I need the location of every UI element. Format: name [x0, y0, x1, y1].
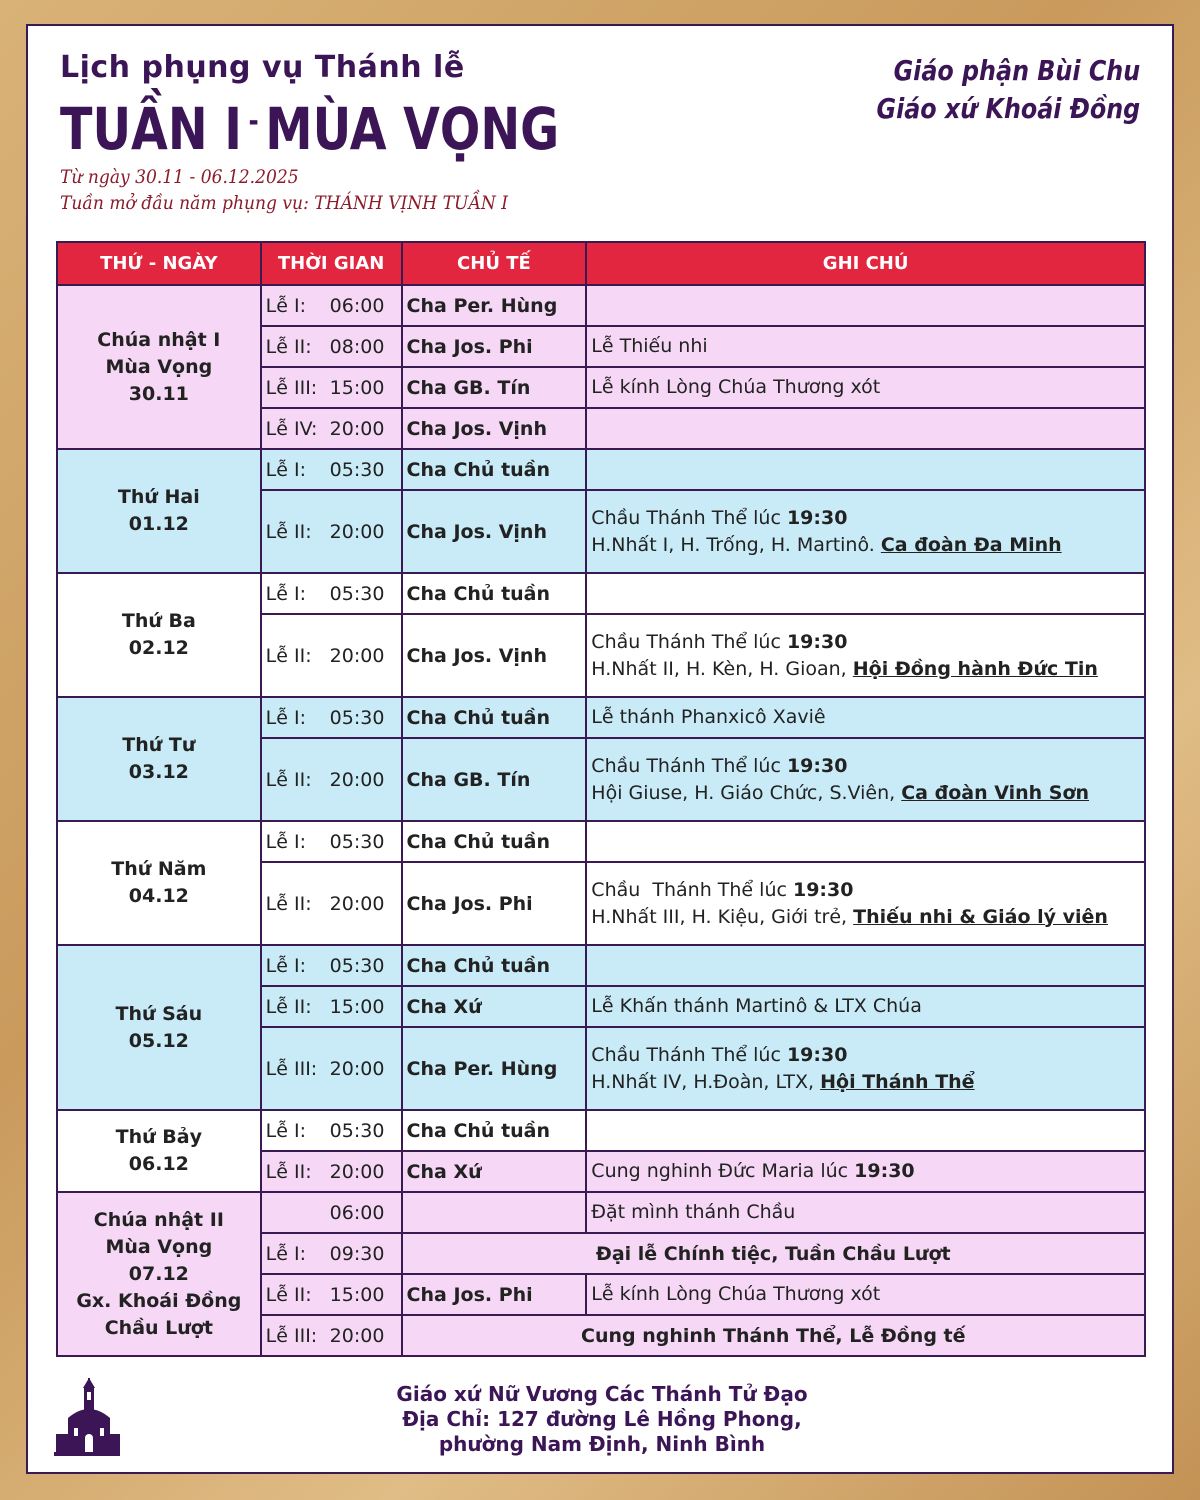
note-cell — [586, 1027, 1145, 1110]
note-cell — [586, 945, 1145, 986]
table-row — [57, 573, 1145, 614]
note-time: 19:30 — [792, 878, 854, 901]
table-row — [57, 697, 1145, 738]
header-day: THỨ - NGÀY — [57, 242, 261, 285]
day-line: Thứ Hai — [117, 486, 200, 508]
note-cell: Lễ thánh Phanxicô Xaviê — [586, 697, 1145, 738]
mass-time: 20:00 — [329, 1324, 385, 1347]
header-note: GHI CHÚ — [586, 242, 1145, 285]
day-line: 01.12 — [128, 513, 189, 535]
celebrant-cell: Cha Per. Hùng — [402, 285, 587, 326]
time-cell — [261, 285, 402, 326]
day-cell — [57, 945, 261, 1110]
day-line: Mùa Vọng — [105, 1235, 213, 1258]
time-cell — [261, 367, 402, 408]
mass-time: 05:30 — [329, 706, 385, 729]
celebrant-cell — [402, 1192, 587, 1233]
note-line-1 — [591, 877, 1140, 904]
mass-label: Lễ II: — [265, 520, 312, 543]
day-line: Chúa nhật I — [97, 328, 221, 351]
note-groups: Hội Giuse, H. Giáo Chức, S.Viên, — [591, 781, 902, 804]
time-cell — [261, 1110, 402, 1151]
table-row — [57, 285, 1145, 326]
note-time: 19:30 — [786, 754, 848, 777]
note-time: 19:30 — [786, 630, 848, 653]
mass-time: 20:00 — [329, 1160, 385, 1183]
note-text: Cung nghinh Đức Maria lúc — [591, 1160, 855, 1182]
celebrant-cell: Cha Jos. Phi — [402, 862, 587, 945]
time-cell — [261, 738, 402, 821]
mass-time: 20:00 — [329, 417, 385, 440]
time-cell — [261, 1233, 402, 1274]
day-line: Chầu Lượt — [104, 1316, 213, 1339]
day-cell — [57, 821, 261, 945]
celebrant-cell: Cha Chủ tuần — [402, 449, 587, 490]
table-header-row — [57, 242, 1145, 285]
note-highlight: Hội Đồng hành Đức Tin — [852, 657, 1098, 680]
celebrant-cell: Cha Jos. Vịnh — [402, 490, 587, 573]
note-cell — [586, 614, 1145, 697]
time-cell — [261, 326, 402, 367]
mass-time: 15:00 — [329, 376, 385, 399]
schedule-body — [57, 285, 1145, 1356]
time-cell — [261, 490, 402, 573]
note-line-2 — [591, 780, 1140, 807]
parish-name: Giáo xứ Khoái Đồng — [876, 92, 1140, 125]
mass-time: 15:00 — [329, 1283, 385, 1306]
note-cell: Lễ kính Lòng Chúa Thương xót — [586, 367, 1145, 408]
note-cell: Lễ kính Lòng Chúa Thương xót — [586, 1274, 1145, 1315]
celebrant-cell: Cha Chủ tuần — [402, 1110, 587, 1151]
mass-time: 05:30 — [329, 1119, 385, 1142]
time-cell — [261, 573, 402, 614]
time-cell — [261, 986, 402, 1027]
day-line: 06.12 — [128, 1153, 189, 1175]
note-cell: Đặt mình thánh Chầu — [586, 1192, 1145, 1233]
time-cell — [261, 614, 402, 697]
note-cell — [586, 449, 1145, 490]
note-cell — [586, 490, 1145, 573]
footer-parish: Giáo xứ Nữ Vương Các Thánh Tử Đạo — [396, 1382, 808, 1406]
celebrant-cell: Cha Jos. Phi — [402, 1274, 587, 1315]
celebrant-cell: Cha Chủ tuần — [402, 945, 587, 986]
note-line-1 — [591, 1158, 1140, 1185]
note-line-1 — [591, 505, 1140, 532]
note-line-1 — [591, 753, 1140, 780]
day-line: 04.12 — [128, 885, 189, 907]
mass-label: Lễ II: — [265, 644, 312, 667]
day-line: Chúa nhật II — [93, 1208, 224, 1231]
celebrant-cell: Cha Jos. Phi — [402, 326, 587, 367]
note-cell — [586, 1110, 1145, 1151]
note-highlight: Ca đoàn Vinh Sơn — [901, 781, 1090, 804]
day-line: 30.11 — [128, 382, 189, 405]
mass-label: Lễ I: — [265, 294, 306, 317]
mass-label: Lễ II: — [265, 1160, 312, 1183]
time-cell — [261, 449, 402, 490]
time-cell — [261, 862, 402, 945]
celebrant-cell: Cha Xứ — [402, 1151, 587, 1192]
table-row — [57, 1110, 1145, 1151]
note-line-1 — [591, 629, 1140, 656]
mass-label: Lễ I: — [265, 1119, 306, 1142]
mass-label: Lễ II: — [265, 768, 312, 791]
mass-label: Lễ II: — [265, 892, 312, 915]
day-line: Gx. Khoái Đồng — [76, 1289, 242, 1312]
mass-time: 08:00 — [329, 335, 385, 358]
note-cell — [586, 738, 1145, 821]
table-row — [57, 945, 1145, 986]
celebrant-cell: Cha Per. Hùng — [402, 1027, 587, 1110]
note-cell: Lễ Khấn thánh Martinô & LTX Chúa — [586, 986, 1145, 1027]
note-groups: H.Nhất III, H. Kiệu, Giới trẻ, — [591, 905, 854, 928]
note-cell — [586, 862, 1145, 945]
celebrant-cell: Cha GB. Tín — [402, 738, 587, 821]
time-cell — [261, 1027, 402, 1110]
time-cell — [261, 821, 402, 862]
day-cell — [57, 1192, 261, 1356]
schedule-table — [56, 241, 1146, 1357]
note-time: 19:30 — [786, 1043, 848, 1066]
note-time: 19:30 — [854, 1160, 915, 1182]
celebrant-cell: Cha Chủ tuần — [402, 697, 587, 738]
mass-time: 20:00 — [329, 644, 385, 667]
day-line: Mùa Vọng — [105, 355, 213, 378]
day-line: Thứ Tư — [122, 734, 196, 756]
mass-time: 06:00 — [329, 294, 385, 317]
mass-time: 20:00 — [329, 1057, 385, 1080]
time-cell — [261, 1192, 402, 1233]
day-line: 02.12 — [128, 637, 189, 659]
celebrant-cell: Cha Chủ tuần — [402, 821, 587, 862]
note-line-2 — [591, 656, 1140, 683]
mass-label: Lễ III: — [265, 1057, 318, 1080]
note-groups: H.Nhất II, H. Kèn, H. Gioan, — [591, 657, 853, 680]
note-line-2 — [591, 904, 1140, 931]
note-cell — [586, 821, 1145, 862]
note-cell — [586, 408, 1145, 449]
celebrant-cell: Cha Jos. Vịnh — [402, 614, 587, 697]
celebrant-cell: Cha Chủ tuần — [402, 573, 587, 614]
mass-label: Lễ III: — [265, 376, 318, 399]
mass-label: Lễ I: — [265, 582, 306, 605]
note-cell: Lễ Thiếu nhi — [586, 326, 1145, 367]
time-cell — [261, 1274, 402, 1315]
mass-label: Lễ IV: — [265, 417, 318, 440]
day-cell — [57, 285, 261, 449]
header-left — [60, 50, 669, 216]
day-line: Thứ Năm — [111, 858, 207, 880]
mass-label: Lễ II: — [265, 995, 312, 1018]
week-note: Tuần mở đầu năm phụng vụ: THÁNH VỊNH TUẦN I — [60, 192, 508, 214]
day-line: 07.12 — [128, 1262, 189, 1285]
celebrant-cell: Cha Jos. Vịnh — [402, 408, 587, 449]
note-cell — [586, 285, 1145, 326]
time-cell — [261, 1315, 402, 1356]
mass-time: 20:00 — [329, 520, 385, 543]
header-right — [830, 52, 1140, 128]
note-highlight: Thiếu nhi & Giáo lý viên — [853, 905, 1108, 928]
note-cell — [586, 1151, 1145, 1192]
day-line: 05.12 — [128, 1029, 189, 1052]
time-cell — [261, 1151, 402, 1192]
day-cell — [57, 449, 261, 573]
mass-time: 20:00 — [329, 768, 385, 791]
mass-time: 06:00 — [329, 1201, 385, 1224]
note-text: Chầu Thánh Thể lúc — [591, 506, 787, 529]
title-dash: - — [248, 104, 259, 139]
mass-label: Lễ II: — [265, 1283, 312, 1306]
note-cell — [586, 573, 1145, 614]
time-cell — [261, 697, 402, 738]
note-text: Chầu Thánh Thể lúc — [591, 878, 793, 901]
mass-time: 05:30 — [329, 458, 385, 481]
note-line-2 — [591, 1069, 1140, 1096]
mass-label: Lễ I: — [265, 458, 306, 481]
mass-time: 05:30 — [329, 954, 385, 977]
note-time: 19:30 — [786, 506, 848, 529]
note-text: Chầu Thánh Thể lúc — [591, 630, 787, 653]
mass-label: Lễ II: — [265, 335, 312, 358]
mass-label: Lễ I: — [265, 1242, 306, 1265]
mass-time: 09:30 — [329, 1242, 385, 1265]
note-text: Chầu Thánh Thể lúc — [591, 1043, 787, 1066]
table-row — [57, 1192, 1145, 1233]
mass-time: 15:00 — [329, 995, 385, 1018]
footer-address-1: Địa Chỉ: 127 đường Lê Hồng Phong, — [402, 1407, 802, 1431]
mass-label: Lễ III: — [265, 1324, 318, 1347]
footer-address-2: phường Nam Định, Ninh Bình — [438, 1432, 766, 1456]
diocese-name: Giáo phận Bùi Chu — [893, 54, 1140, 87]
time-cell — [261, 408, 402, 449]
day-line: Thứ Sáu — [115, 1002, 203, 1025]
mass-time: 20:00 — [329, 892, 385, 915]
mass-label: Lễ I: — [265, 830, 306, 853]
pre-title: Lịch phụng vụ Thánh lễ — [60, 50, 465, 85]
day-line: 03.12 — [128, 761, 189, 783]
celebrant-cell: Cha GB. Tín — [402, 367, 587, 408]
day-line: Thứ Bảy — [115, 1126, 202, 1148]
time-cell — [261, 945, 402, 986]
schedule-sheet — [26, 24, 1174, 1474]
mass-label: Lễ I: — [265, 954, 306, 977]
page-title — [60, 87, 559, 164]
title-part-b: MÙA VỌNG — [265, 95, 560, 163]
note-text: Chầu Thánh Thể lúc — [591, 754, 787, 777]
mass-time: 05:30 — [329, 830, 385, 853]
merged-note: Đại lễ Chính tiệc, Tuần Chầu Lượt — [402, 1233, 1145, 1274]
day-cell — [57, 697, 261, 821]
note-groups: H.Nhất I, H. Trống, H. Martinô. — [591, 533, 881, 556]
title-part-a: TUẦN I — [60, 95, 242, 163]
table-row — [57, 449, 1145, 490]
merged-note: Cung nghinh Thánh Thể, Lễ Đồng tế — [402, 1315, 1145, 1356]
footer — [28, 1382, 1176, 1457]
header-time: THỜI GIAN — [261, 242, 402, 285]
note-line-1 — [591, 1042, 1140, 1069]
note-line-2 — [591, 532, 1140, 559]
header-celebrant: CHỦ TẾ — [402, 242, 587, 285]
table-row — [57, 821, 1145, 862]
day-cell — [57, 573, 261, 697]
note-groups: H.Nhất IV, H.Đoàn, LTX, — [591, 1070, 821, 1093]
date-range: Từ ngày 30.11 - 06.12.2025 — [60, 166, 299, 188]
note-highlight: Ca đoàn Đa Minh — [880, 533, 1062, 556]
note-highlight: Hội Thánh Thể — [820, 1070, 975, 1093]
mass-label: Lễ I: — [265, 706, 306, 729]
celebrant-cell: Cha Xứ — [402, 986, 587, 1027]
mass-time: 05:30 — [329, 582, 385, 605]
day-cell — [57, 1110, 261, 1192]
day-line: Thứ Ba — [121, 610, 196, 632]
